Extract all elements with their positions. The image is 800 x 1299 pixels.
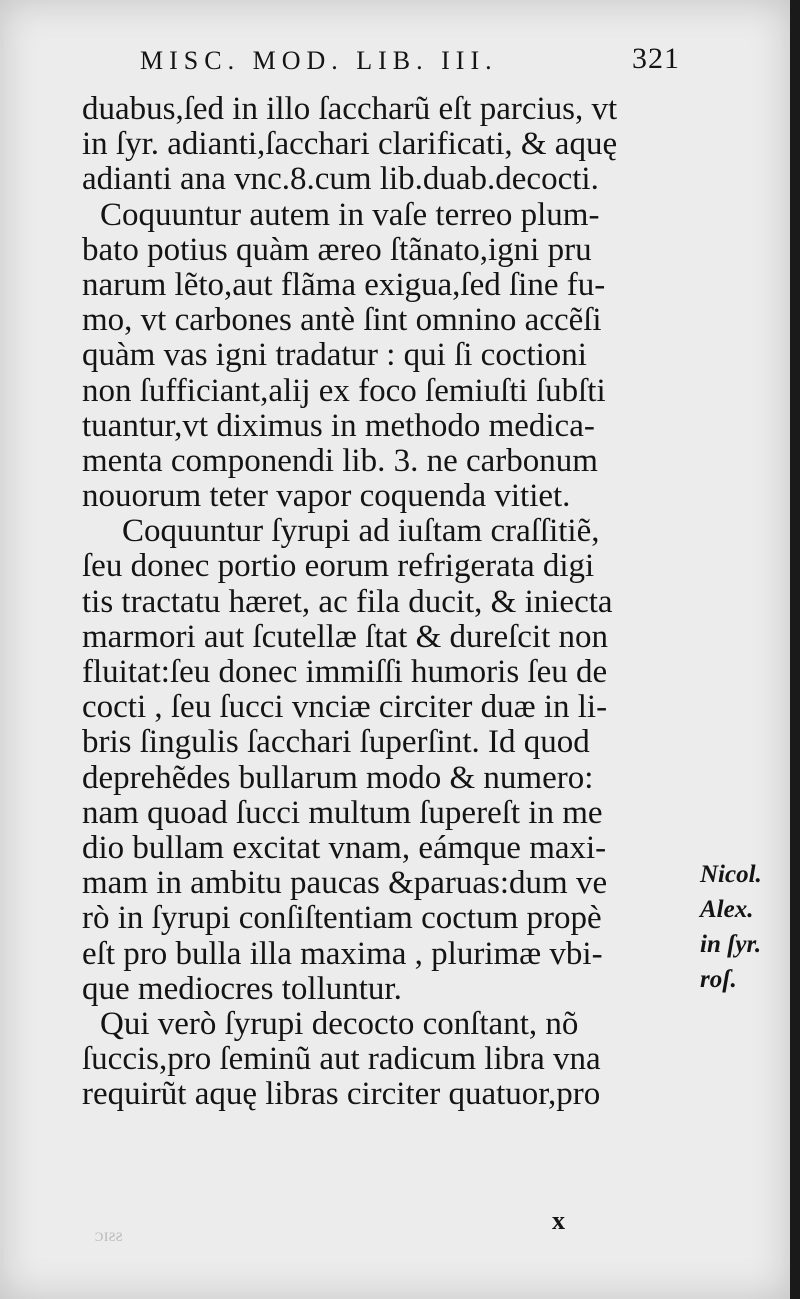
text-line: rò in ſyrupi conſiſtentiam coctum propè — [82, 900, 602, 937]
text-line: nouorum teter vapor coquenda vitiet. — [82, 478, 571, 515]
text-line: cocti , ſeu ſucci vnciæ circiter duæ in li- — [82, 689, 608, 726]
text-line: tis tractatu hæret, ac fila ducit, & iniecta — [82, 583, 613, 620]
text-line: quàm vas igni tradatur : qui ſi coctioni — [82, 337, 587, 374]
text-line: non ſufficiant,alij ex foco ſemiuſti ſubſti — [82, 372, 606, 409]
body-text — [82, 92, 682, 1112]
text-line: Qui verò ſyrupi decocto conſtant, nõ — [100, 1005, 579, 1042]
text-line: in ſyr. adianti,ſacchari clarificati, & aquę — [82, 126, 618, 163]
text-line: nam quoad ſucci multum ſupereſt in me — [82, 794, 603, 831]
text-line: tuantur,vt diximus in methodo medica- — [82, 407, 595, 444]
text-line: bris ſingulis ſacchari ſuperſint. Id quod — [82, 724, 590, 761]
text-line: bato potius quàm æreo ſtãnato,igni pru — [82, 231, 592, 268]
text-line: Coquuntur ſyrupi ad iuſtam craſſitiẽ, — [122, 513, 600, 550]
text-line: fluitat:ſeu donec immiſſi humoris ſeu de — [82, 654, 608, 690]
marginal-note-line: Alex. — [700, 896, 754, 923]
marginal-note-line: in ſyr. — [700, 931, 762, 958]
text-line: marmori aut ſcutellæ ſtat & dureſcit non — [82, 618, 609, 655]
marginal-note-line: roſ. — [700, 966, 737, 993]
bleed-through-text: ᴐɪƨƨ — [95, 1225, 123, 1245]
text-line: ſeu donec portio eorum refrigerata digi — [82, 548, 595, 585]
text-line: mo, vt carbones antè ſint omnino accẽſi — [82, 302, 602, 339]
marginal-note — [700, 857, 795, 997]
running-header — [140, 42, 680, 76]
signature-mark: x — [552, 1206, 565, 1235]
text-line: eſt pro bulla illa maxima , plurimæ vbi- — [82, 935, 603, 972]
text-line: que mediocres tolluntur. — [82, 970, 402, 1007]
text-line: ſuccis,pro ſeminũ aut radicum libra vna — [82, 1041, 601, 1078]
text-line: adianti ana vnc.8.cum lib.duab.decocti. — [82, 161, 599, 198]
text-line: deprehẽdes bullarum modo & numero: — [82, 759, 594, 796]
text-line: menta componendi lib. 3. ne carbonum — [82, 442, 598, 479]
text-line: mam in ambitu paucas &paruas:dum ve — [82, 865, 608, 902]
text-line: requirũt aquę libras circiter quatuor,pro — [82, 1076, 601, 1113]
text-line: Coquuntur autem in vaſe terreo plum- — [100, 196, 600, 233]
marginal-note-line: Nicol. — [700, 861, 762, 888]
text-line: duabus,ſed in illo ſaccharũ eſt parcius, vt — [82, 91, 618, 127]
running-title: MISC. MOD. LIB. III. — [140, 46, 498, 75]
text-line: dio bullam excitat vnam, eámque maxi- — [82, 829, 607, 866]
page-number: 321 — [632, 42, 680, 75]
page-edge — [790, 0, 800, 1299]
text-line: narum lẽto,aut flãma exigua,ſed ſine fu- — [82, 266, 606, 303]
